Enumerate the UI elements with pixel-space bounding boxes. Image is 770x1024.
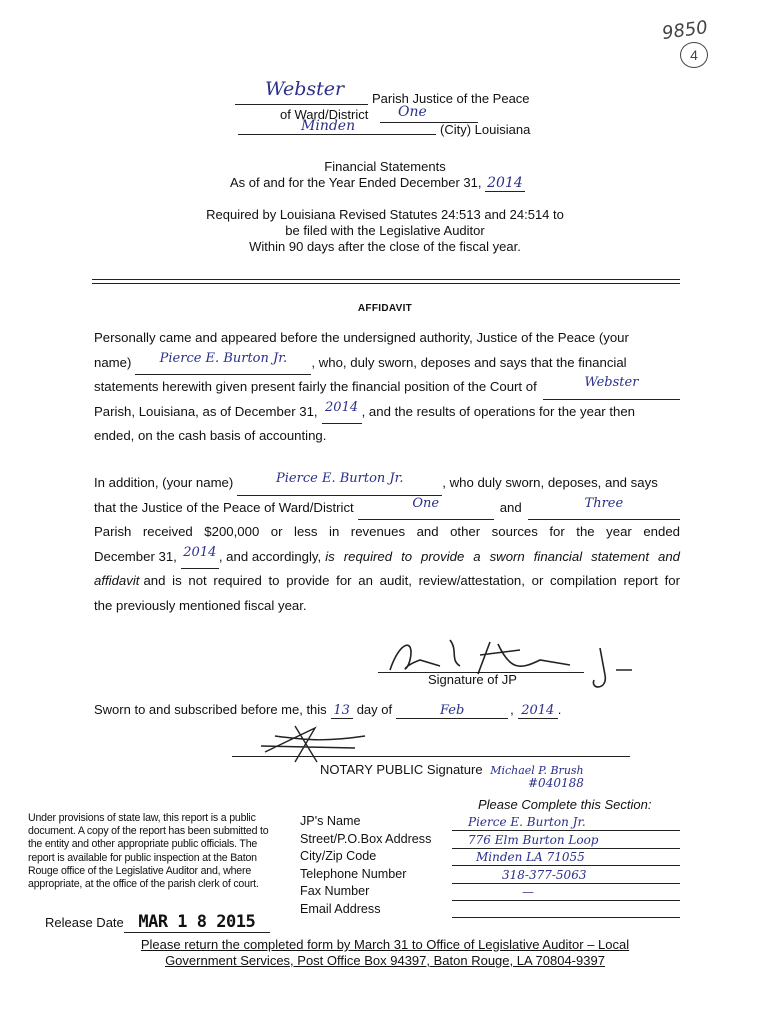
ward-handwritten: One — [398, 104, 427, 120]
p2-affidavit-italic: affidavit — [94, 573, 140, 588]
notary-signature — [255, 722, 385, 766]
email-label: Email Address — [300, 901, 381, 916]
stamp-number: 9850 — [660, 16, 710, 45]
p2-line-e — [94, 569, 680, 594]
release-date-label: Release Date — [45, 915, 124, 930]
stamp-circled-number: 4 — [690, 47, 698, 63]
p2-year-field: 2014 — [181, 545, 219, 570]
footer-line-2: Government Services, Post Office Box 94397, Baton Rouge, LA 70804-9397 — [165, 953, 605, 968]
p1-court-label: statements herewith given present fairly the financial position of the Court of — [94, 379, 537, 394]
p1-year-field: 2014 — [322, 400, 362, 425]
address-label: Street/P.O.Box Address — [300, 831, 432, 846]
p2-line-a — [94, 471, 680, 496]
p2-name-field: Pierce E. Burton Jr. — [237, 471, 442, 496]
p2-ward-label: that the Justice of the Peace of Ward/District — [94, 499, 354, 515]
fax-field: — — [452, 883, 680, 901]
p2-audit-text: and is not required to provide for an audit, review/attestation, or compilation report for — [143, 573, 680, 588]
p1-line-b — [94, 351, 680, 376]
footer-line-1: Please return the completed form by March 31 to Office of Legislative Auditor – Local — [140, 937, 630, 952]
p2-and-label: and — [499, 499, 522, 515]
p2-line-d — [94, 545, 680, 570]
affidavit-paragraph-1 — [94, 326, 680, 449]
section-divider — [92, 279, 680, 284]
affidavit-paragraph-2 — [94, 471, 680, 618]
title-financial-statements: Financial Statements — [324, 159, 446, 174]
city-label: (City) Louisiana — [440, 122, 531, 137]
p1-line-d — [94, 400, 680, 425]
contact-labels — [300, 813, 431, 918]
requirement-line1: Required by Louisiana Revised Statutes 24:513 and 24:514 to — [206, 207, 564, 222]
header-line3 — [238, 118, 558, 138]
title-year-handwritten: 2014 — [487, 175, 523, 191]
p1-line-e: ended, on the cash basis of accounting. — [94, 428, 327, 443]
jp-name-field: Pierce E. Burton Jr. — [452, 813, 680, 831]
ward-label: of Ward/District — [280, 107, 369, 122]
p2-name-label: In addition, (your name) — [94, 475, 234, 490]
header-line1 — [235, 78, 555, 108]
release-date-stamp: MAR 1 8 2015 — [138, 912, 256, 932]
parish-handwritten: Webster — [265, 78, 345, 100]
contact-heading: Please Complete this Section: — [478, 797, 652, 812]
p2-ward2-field: Three — [528, 496, 680, 521]
notice-line-6: appropriate, at the office of the parish clerk of court. — [28, 878, 259, 891]
notice-line-5: Rouge office of the Legislative Auditor and, where — [28, 864, 252, 877]
release-date-row — [45, 912, 270, 933]
parish-label: Parish Justice of the Peace — [372, 91, 530, 106]
sworn-day-field: 13 — [331, 703, 353, 719]
title-year-text: As of and for the Year Ended December 31, — [230, 175, 482, 190]
jp-signature-label: Signature of JP — [428, 672, 517, 687]
telephone-label: Telephone Number — [300, 866, 407, 881]
p1-line-a: Personally came and appeared before the undersigned authority, Justice of the Peace (your — [94, 330, 629, 345]
notary-signature-line — [232, 756, 630, 757]
notary-label-line — [320, 762, 584, 777]
notice-line-2: document. A copy of the report has been submitted to — [28, 825, 269, 838]
notary-label: NOTARY PUBLIC Signature — [320, 762, 483, 777]
public-record-notice — [28, 812, 308, 891]
sworn-month-field: Feb — [396, 703, 508, 719]
title-year-line — [230, 175, 570, 191]
address-field: 776 Elm Burton Loop — [452, 831, 680, 849]
jp-signature — [380, 630, 670, 686]
telephone-field: 318-377-5063 — [452, 866, 680, 884]
sworn-line: Sworn to and subscribed before me, this 13 day of Feb , 2014 . — [94, 702, 562, 718]
jp-signature-scribble — [380, 630, 670, 690]
notice-line-4: report is available for public inspection at the Baton — [28, 851, 257, 864]
p1-line-c — [94, 375, 680, 400]
city-handwritten: Minden — [301, 118, 356, 134]
city-zip-label: City/Zip Code — [300, 849, 377, 863]
p2-name-suffix: , who duly sworn, deposes, and says — [442, 475, 658, 490]
p2-required-italic: is required to provide a sworn financial statement and — [325, 548, 680, 564]
p2-accordingly: , and accordingly, — [218, 548, 322, 564]
sworn-label: Sworn to and subscribed before me, this — [94, 702, 327, 717]
p2-line-c: Parish received $200,000 or less in revenues and other sources for the year ended — [94, 524, 680, 539]
p1-name-label: name) — [94, 354, 132, 370]
sworn-year-field: 2014 — [518, 703, 558, 719]
notary-signature-scribble — [255, 722, 385, 766]
p2-ward-field: One — [358, 496, 494, 521]
notary-name: Michael P. Brush — [490, 764, 584, 777]
affidavit-title: AFFIDAVIT — [357, 303, 413, 314]
requirement-line2: be filed with the Legislative Auditor — [285, 223, 485, 238]
p1-name-field: Pierce E. Burton Jr. — [135, 351, 311, 376]
p1-court-field: Webster — [543, 375, 680, 400]
email-field — [452, 900, 680, 918]
notice-line-3: the entity and other appropriate public officials. The — [28, 838, 258, 851]
sworn-day-of: day of — [356, 702, 393, 717]
fax-label: Fax Number — [300, 884, 370, 898]
p2-date-label: December 31, — [94, 548, 177, 564]
stamp-circle — [680, 42, 708, 68]
p1-date-suffix: , and the results of operations for the year then — [361, 403, 636, 419]
p2-line-f: the previously mentioned fiscal year. — [94, 597, 307, 613]
p1-name-suffix: , who, duly sworn, deposes and says that the financial — [311, 354, 627, 370]
requirement-line3: Within 90 days after the close of the fiscal year. — [249, 239, 521, 254]
release-date-field — [124, 912, 270, 933]
jp-name-label: JP's Name — [300, 814, 361, 828]
notice-line-1: Under provisions of state law, this report is a public — [28, 812, 256, 824]
notary-id: #040188 — [528, 776, 584, 790]
p2-line-b — [94, 496, 680, 521]
p1-date-label: Parish, Louisiana, as of December 31, — [94, 403, 318, 419]
city-zip-field: Minden LA 71055 — [452, 848, 680, 866]
